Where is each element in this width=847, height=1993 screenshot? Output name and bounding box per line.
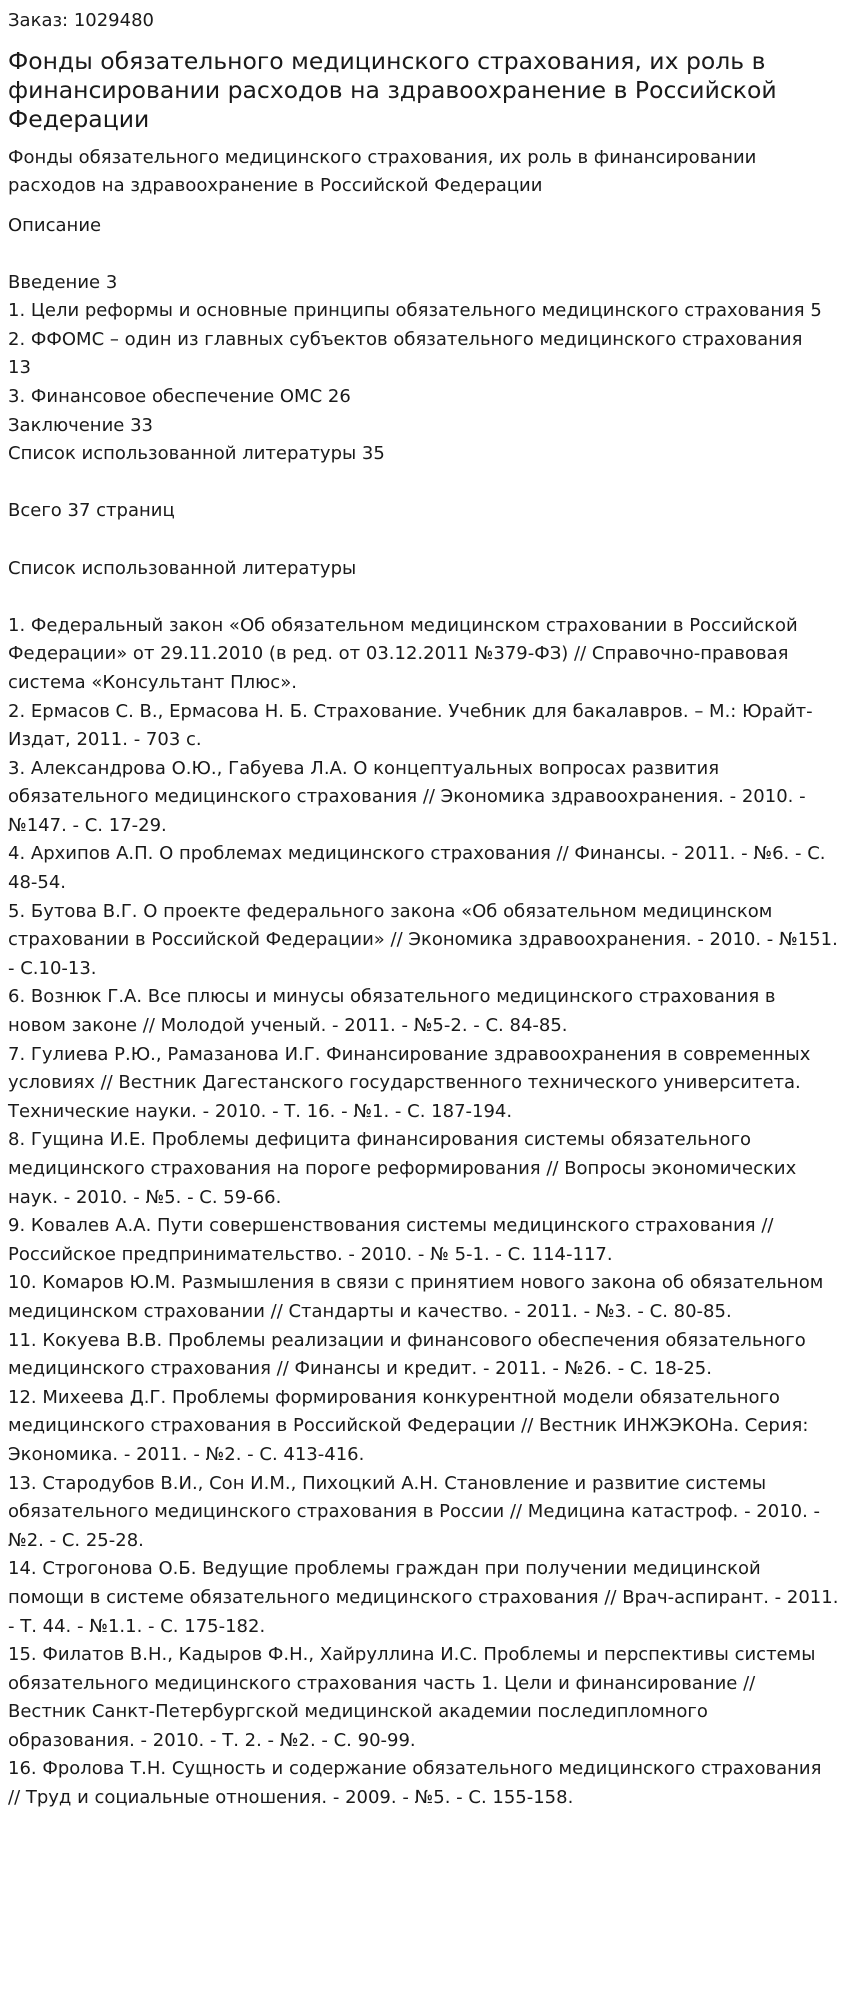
reference-item: 6. Вознюк Г.А. Все плюсы и минусы обязательного медицинского страхования в новом законе // Молодой ученый. - 2011. - №5-2. - С. 84-85.	[8, 986, 776, 1037]
spacer	[8, 469, 839, 498]
reference-item: 16. Фролова Т.Н. Сущность и содержание обязательного медицинского страхования // Труд и социальные отношения. - 2009. - №5. - С. 155-158.	[8, 1758, 822, 1809]
reference-item: 9. Ковалев А.А. Пути совершенствования системы медицинского страхования // Российское предпринимательство. - 2010. - № 5-1. - С. 114-117.	[8, 1215, 774, 1265]
table-of-contents	[8, 269, 839, 469]
references-heading: Список использованной литературы	[8, 557, 357, 579]
description-body	[8, 240, 839, 1813]
toc-item: Список использованной литературы 35	[8, 443, 385, 465]
total-pages: Всего 37 страниц	[8, 500, 175, 522]
reference-item: 3. Александрова О.Ю., Габуева Л.А. О концептуальных вопросах развития обязательного медицинского страхования // Экономика здравоохранения. - 2010. - №147. - С. 17-29.	[8, 757, 806, 836]
reference-item: 4. Архипов А.П. О проблемах медицинского страхования // Финансы. - 2011. - №6. - С. 48-54.	[8, 843, 826, 894]
reference-item: 12. Михеева Д.Г. Проблемы формирования конкурентной модели обязательного медицинского страхования в Российской Федерации // Вестник ИНЖЭКОНа. Серия: Экономика. - 2011. - №2. - С. 413-416.	[8, 1386, 809, 1465]
references-list	[8, 612, 839, 1813]
reference-item: 10. Комаров Ю.М. Размышления в связи с принятием нового закона об обязательном медицинском страховании // Стандарты и качество. - 2011. - №3. - С. 80-85.	[8, 1272, 824, 1322]
toc-item: 3. Финансовое обеспечение ОМС 26	[8, 385, 351, 407]
toc-item: Введение 3	[8, 271, 118, 293]
reference-item: 8. Гущина И.Е. Проблемы дефицита финансирования системы обязательного медицинского страхования на пороге реформирования // Вопросы экономических наук. - 2010. - №5. - С. 59-66.	[8, 1129, 797, 1208]
reference-item: 2. Ермасов С. В., Ермасова Н. Б. Страхование. Учебник для бакалавров. – М.: Юрайт-Издат, 2011. - 703 с.	[8, 700, 813, 751]
description-label: Описание	[8, 215, 102, 236]
spacer	[8, 583, 839, 612]
toc-item: 13	[8, 357, 31, 379]
toc-item: 2. ФФОМС – один из главных субъектов обязательного медицинского страхования	[8, 328, 803, 350]
spacer	[8, 240, 839, 269]
toc-item: 1. Цели реформы и основные принципы обязательного медицинского страхования 5	[8, 300, 822, 322]
reference-item: 14. Строгонова О.Б. Ведущие проблемы граждан при получении медицинской помощи в системе обязательного медицинского страхования // Врач-аспирант. - 2011. - Т. 44. - №1.1. - С. 175-182.	[8, 1558, 839, 1637]
reference-item: 5. Бутова В.Г. О проекте федерального закона «Об обязательном медицинском страховании в Российской Федерации» // Экономика здравоохранения. - 2010. - №151. - С.10-13.	[8, 900, 838, 979]
page-subtitle: Фонды обязательного медицинского страхования, их роль в финансировании расходов на здравоохранение в Российской Федерации	[8, 147, 757, 196]
reference-item: 7. Гулиева Р.Ю., Рамазанова И.Г. Финансирование здравоохранения в современных условиях // Вестник Дагестанского государственного технического университета. Технические науки. - 2010. - Т. 16. - №1. - С. 187-194.	[8, 1043, 811, 1122]
reference-item: 13. Стародубов В.И., Сон И.М., Пихоцкий А.Н. Становление и развитие системы обязательного медицинского страхования в России // Медицина катастроф. - 2010. - №2. - С. 25-28.	[8, 1472, 821, 1551]
reference-item: 11. Кокуева В.В. Проблемы реализации и финансового обеспечения обязательного медицинского страхования // Финансы и кредит. - 2011. - №26. - С. 18-25.	[8, 1329, 806, 1380]
order-number: Заказ: 1029480	[8, 10, 154, 31]
reference-item: 15. Филатов В.Н., Кадыров Ф.Н., Хайруллина И.С. Проблемы и перспективы системы обязательного медицинского страхования часть 1. Цели и финансирование // Вестник Санкт-Петербургской медицинской академии последипломного образования. - 2010. - Т. 2. - №2. - С. 90-99.	[8, 1644, 816, 1751]
page-title: Фонды обязательного медицинского страхования, их роль в финансировании расходов на здравоохранение в Российской Федерации	[8, 47, 777, 133]
spacer	[8, 526, 839, 555]
toc-item: Заключение 33	[8, 414, 153, 436]
reference-item: 1. Федеральный закон «Об обязательном медицинском страховании в Российской Федерации» от 29.11.2010 (в ред. от 03.12.2011 №379-ФЗ) // Справочно-правовая система «Консультант Плюс».	[8, 614, 798, 693]
